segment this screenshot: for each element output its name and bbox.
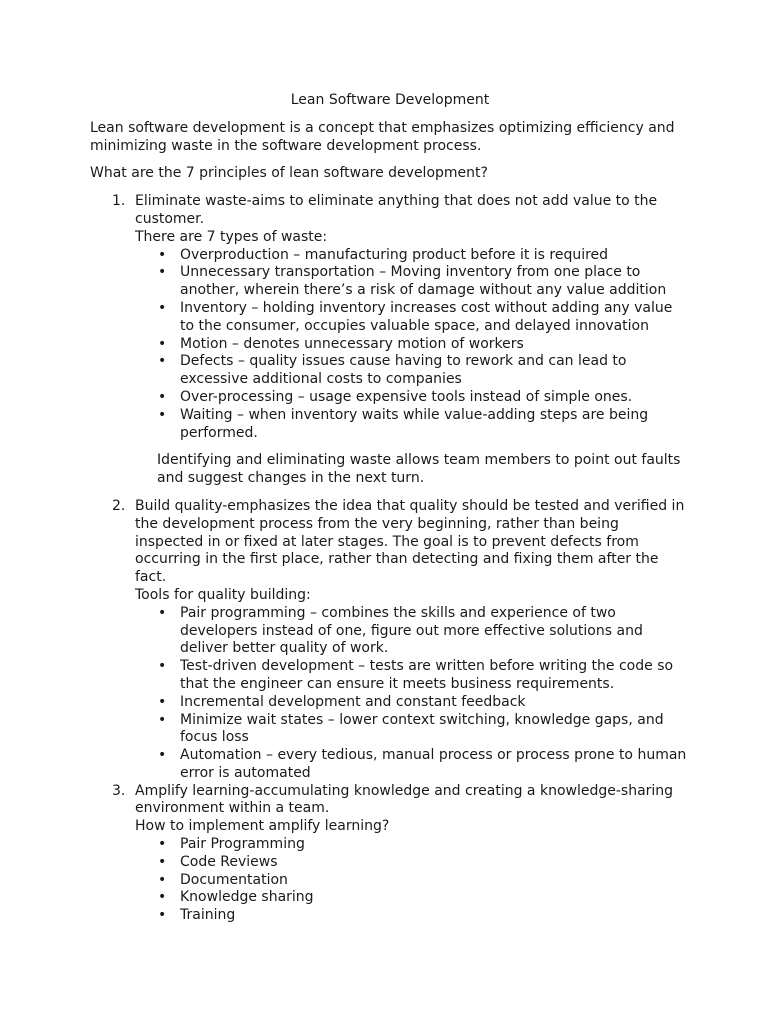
bullet-list <box>135 836 690 925</box>
list-item-text: Motion – denotes unnecessary motion of workers <box>180 335 524 352</box>
bullet-list <box>135 247 690 443</box>
list-item <box>135 907 690 925</box>
list-item <box>135 889 690 907</box>
bullet-icon: • <box>158 711 167 728</box>
list-item-text: Waiting – when inventory waits while value-adding steps are being performed. <box>180 406 649 441</box>
document-page <box>90 92 690 925</box>
list-item-text: Test-driven development – tests are written before writing the code so that the engineer can ensure it meets business requirements. <box>180 658 674 692</box>
bullet-icon: • <box>158 907 167 924</box>
principle-number: 3. <box>112 782 126 799</box>
list-item-text: Defects – quality issues cause having to rework and can lead to excessive additional costs to companies <box>180 353 627 388</box>
list-item-text: Incremental development and constant feedback <box>180 693 526 710</box>
list-item <box>135 872 690 890</box>
list-item <box>135 389 690 407</box>
principle-subheading: How to implement amplify learning? <box>135 818 390 835</box>
list-item-text: Over-processing – usage expensive tools instead of simple ones. <box>180 388 633 405</box>
bullet-icon: • <box>158 693 167 710</box>
principle-text: Eliminate waste-aims to eliminate anything that does not add value to the customer. <box>135 193 658 227</box>
bullet-icon: • <box>158 406 167 423</box>
bullet-icon: • <box>158 353 167 370</box>
list-item-text: Automation – every tedious, manual process or process prone to human error is automated <box>180 747 687 781</box>
bullet-icon: • <box>158 264 167 281</box>
list-item-text: Unnecessary transportation – Moving inventory from one place to another, wherein there’s a risk of damage without any value addition <box>180 264 667 299</box>
bullet-icon: • <box>158 658 167 675</box>
principle-item <box>90 783 690 925</box>
list-item-text: Training <box>180 907 236 924</box>
bullet-icon: • <box>158 299 167 316</box>
principle-item <box>90 193 690 488</box>
principle-item <box>90 498 690 783</box>
intro-paragraph: Lean software development is a concept that emphasizes optimizing efficiency and minimizing waste in the software development process. <box>90 119 675 154</box>
principle-subheading: Tools for quality building: <box>135 586 311 603</box>
list-item <box>135 712 690 748</box>
list-item-text: Pair Programming <box>180 836 305 853</box>
bullet-icon: • <box>158 246 167 263</box>
principle-text: Amplify learning-accumulating knowledge and creating a knowledge-sharing environment within a team. <box>135 782 674 817</box>
question-paragraph: What are the 7 principles of lean software development? <box>90 165 488 182</box>
list-item-text: Pair programming – combines the skills and experience of two developers instead of one, figure out more effective solutions and deliver better quality of work. <box>180 604 643 657</box>
list-item <box>135 694 690 712</box>
principle-number: 2. <box>112 497 126 514</box>
bullet-icon: • <box>158 889 167 906</box>
bullet-icon: • <box>158 853 167 870</box>
bullet-icon: • <box>158 871 167 888</box>
principle-text: Build quality-emphasizes the idea that quality should be tested and verified in the development process from the very beginning, rather than being inspected in or fixed at later stages. The goal is to prevent defects from occurring in the first place, rather than detecting and fixing them after the fact. <box>135 497 685 586</box>
list-item <box>135 747 690 783</box>
bullet-list <box>135 605 690 783</box>
list-item <box>135 336 690 354</box>
list-item <box>135 353 690 389</box>
bullet-icon: • <box>158 836 167 853</box>
principle-note: Identifying and eliminating waste allows team members to point out faults and suggest changes in the next turn. <box>157 452 681 487</box>
list-item-text: Minimize wait states – lower context switching, knowledge gaps, and focus loss <box>180 711 664 746</box>
bullet-icon: • <box>158 388 167 405</box>
bullet-icon: • <box>158 747 167 764</box>
list-item <box>135 247 690 265</box>
list-item <box>135 836 690 854</box>
list-item <box>135 854 690 872</box>
bullet-icon: • <box>158 604 167 621</box>
list-item-text: Code Reviews <box>180 853 278 870</box>
list-item-text: Documentation <box>180 871 288 888</box>
list-item <box>135 407 690 443</box>
list-item <box>135 658 690 694</box>
principle-subheading: There are 7 types of waste: <box>135 228 328 245</box>
document-title: Lean Software Development <box>290 92 490 108</box>
principles-list <box>90 193 690 925</box>
list-item-text: Knowledge sharing <box>180 889 314 906</box>
list-item <box>135 264 690 300</box>
list-item <box>135 605 690 658</box>
list-item-text: Overproduction – manufacturing product before it is required <box>180 246 609 263</box>
list-item-text: Inventory – holding inventory increases cost without adding any value to the consumer, occupies valuable space, and delayed innovation <box>180 299 673 334</box>
principle-number: 1. <box>112 193 126 210</box>
list-item <box>135 300 690 336</box>
bullet-icon: • <box>158 335 167 352</box>
